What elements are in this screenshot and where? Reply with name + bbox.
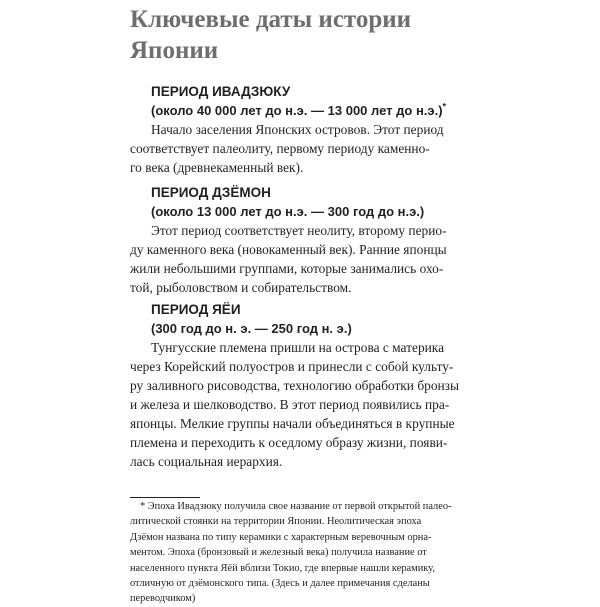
text-line: жили небольшими группами, которые занимались охо- bbox=[130, 261, 444, 276]
footnote-line: * Эпоха Ивадзюку получила свое название от первой открытой палео- bbox=[140, 501, 452, 512]
text-line: Этот период соответствует неолиту, второму перио- bbox=[151, 223, 447, 238]
period-dates-text: (около 40 000 лет до н.э. — 13 000 лет до н.э.) bbox=[151, 103, 443, 118]
section-yayoi bbox=[130, 300, 550, 471]
section-iwajuku bbox=[130, 82, 550, 177]
text-line: лась социальная иерархия. bbox=[130, 454, 283, 469]
period-description bbox=[130, 338, 550, 471]
text-line: той, рыболовством и собирательством. bbox=[130, 280, 352, 295]
footnote-marker: * bbox=[442, 101, 447, 112]
footnote-line: переводчиком) bbox=[130, 593, 196, 605]
text-line: Тунгусские племена пришли на острова с материка bbox=[151, 340, 445, 355]
footnote-line: ментом. Эпоха (бронзовый и железный века) получила название от bbox=[130, 547, 427, 559]
period-dates: (300 год до н. э. — 250 год н. э.) bbox=[151, 321, 352, 336]
period-heading: ПЕРИОД ЯЁИ bbox=[151, 302, 241, 317]
period-heading: ПЕРИОД ИВАДЗЮКУ bbox=[151, 84, 291, 99]
footnote-line: Дзёмон названа по типу керамики с характерным веревочным орна- bbox=[130, 531, 432, 543]
period-dates: (около 13 000 лет до н.э. — 300 год до н.э.) bbox=[151, 204, 425, 219]
period-description bbox=[130, 120, 550, 177]
chapter-title-line: Японии bbox=[130, 37, 219, 64]
text-line: соответствует палеолиту, первому периоду каменно- bbox=[130, 141, 430, 156]
chapter-title-line: Ключевые даты истории bbox=[130, 6, 412, 33]
footnote-line: отличную от дзёмонского типа. (Здесь и далее примечания сделаны bbox=[130, 578, 430, 590]
chapter-title bbox=[130, 4, 570, 66]
text-line: ду каменного века (новокаменный век). Ранние японцы bbox=[130, 242, 447, 257]
text-line: и железа и шелководство. В этот период появились пра- bbox=[130, 397, 450, 412]
text-line: ру заливного рисоводства, технологию обработки бронзы bbox=[130, 378, 459, 393]
section-jomon bbox=[130, 183, 550, 297]
period-description bbox=[130, 221, 550, 297]
text-line: через Корейский полуостров и принесли с собой культу- bbox=[130, 359, 454, 374]
footnote bbox=[130, 499, 570, 607]
text-line: Начало заселения Японских островов. Этот период bbox=[151, 122, 444, 137]
footnote-line: населенного пункта Яёй вблизи Токио, где впервые нашли керамику, bbox=[130, 562, 435, 574]
period-heading: ПЕРИОД ДЗЁМОН bbox=[151, 185, 271, 200]
period-dates bbox=[130, 101, 550, 120]
text-line: го века (древнекаменный век). bbox=[130, 160, 304, 175]
text-line: племена и переходить к оседлому образу жизни, появи- bbox=[130, 435, 448, 450]
footnote-divider bbox=[130, 497, 200, 498]
text-line: японцы. Мелкие группы начали объединяться в крупные bbox=[130, 416, 455, 431]
footnote-line: литической стоянки на территории Японии. Неолитическая эпоха bbox=[130, 516, 422, 528]
